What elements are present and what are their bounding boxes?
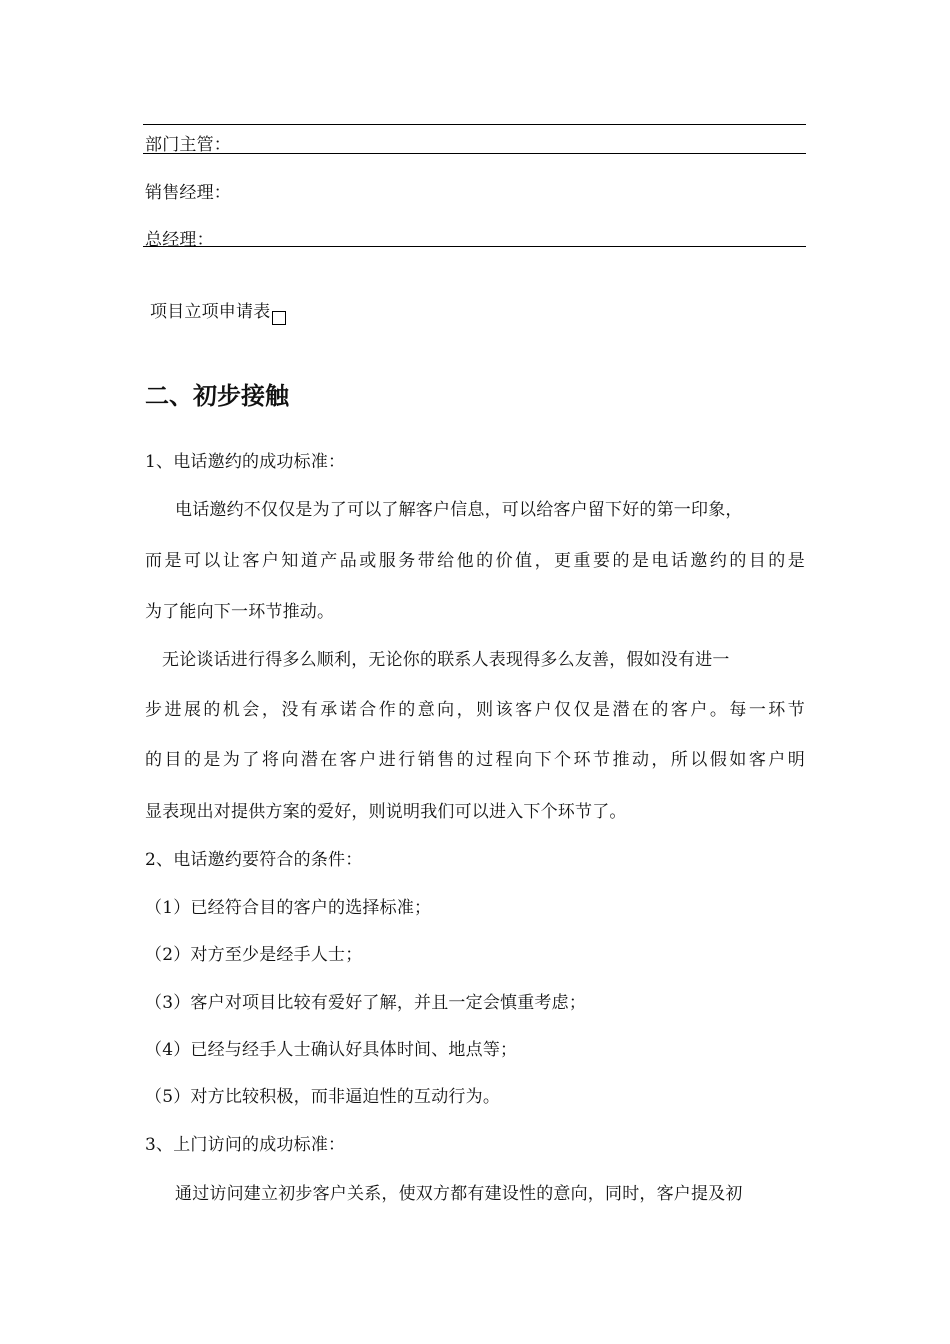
item1-title: 1、电话邀约的成功标准：	[145, 452, 346, 472]
item1-para1-line3: 为了能向下一环节推动。	[145, 602, 335, 622]
item1-para1-line2: 而是可以让客户知道产品或服务带给他的价值，更重要的是电话邀约的目的是	[145, 551, 805, 571]
signature-rule-bottom	[143, 246, 806, 247]
checkbox-icon[interactable]	[272, 311, 286, 325]
signature-rule-middle	[143, 153, 806, 154]
item1-para2-line4: 显表现出对提供方案的爱好，则说明我们可以进入下个环节了。	[145, 802, 627, 822]
condition-1: （1）已经符合目的客户的选择标准；	[145, 898, 432, 918]
sales-manager-label: 销售经理：	[145, 183, 231, 203]
item3-title: 3、上门访问的成功标准：	[145, 1135, 346, 1155]
item2-title: 2、电话邀约要符合的条件：	[145, 850, 363, 870]
form-item-row	[150, 297, 286, 325]
item1-para1-line1: 电话邀约不仅仅是为了可以了解客户信息，可以给客户留下好的第一印象，	[175, 500, 743, 520]
condition-3: （3）客户对项目比较有爱好了解，并且一定会慎重考虑；	[145, 993, 587, 1013]
item1-para2-line2: 步进展的机会，没有承诺合作的意向，则该客户仅仅是潜在的客户。每一环节	[145, 700, 805, 720]
signature-rule-top	[143, 124, 806, 125]
condition-4: （4）已经与经手人士确认好具体时间、地点等；	[145, 1040, 518, 1060]
dept-head-label: 部门主管：	[145, 135, 231, 155]
condition-2: （2）对方至少是经手人士；	[145, 945, 363, 965]
general-manager-label: 总经理：	[145, 230, 214, 250]
condition-5: （5）对方比较积极，而非逼迫性的互动行为。	[145, 1087, 501, 1107]
item1-para2-line1: 无论谈话进行得多么顺利，无论你的联系人表现得多么友善，假如没有进一	[162, 650, 730, 670]
item1-para2-line3: 的目的是为了将向潜在客户进行销售的过程向下个环节推动，所以假如客户明	[145, 750, 805, 770]
section-title: 二、初步接触	[145, 382, 289, 410]
form-item-label: 项目立项申请表	[150, 302, 271, 322]
item3-para1-line1: 通过访问建立初步客户关系，使双方都有建设性的意向，同时，客户提及初	[175, 1184, 743, 1204]
